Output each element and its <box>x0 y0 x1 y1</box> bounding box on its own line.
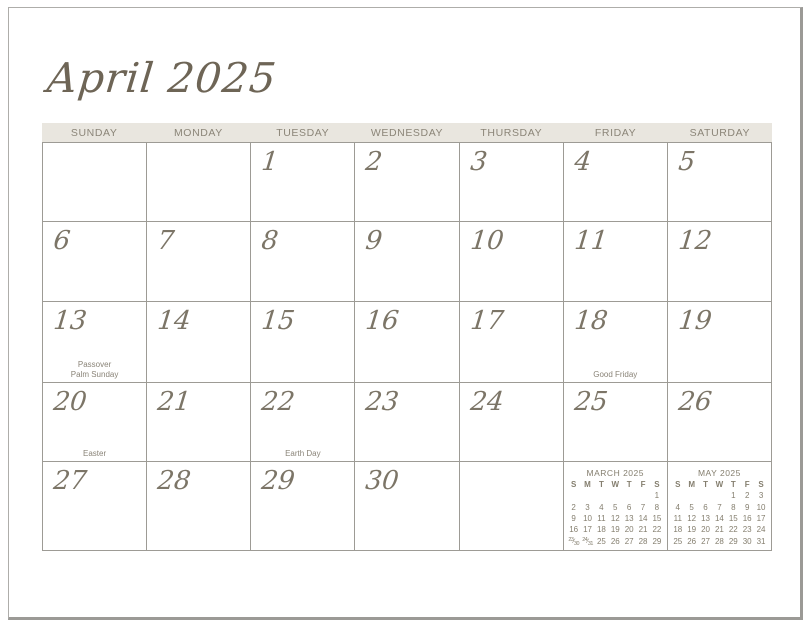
day-cell-2 <box>355 143 458 221</box>
date-number: 15 <box>260 306 297 336</box>
date-number: 27 <box>52 466 89 496</box>
mini-date-number: 20 <box>701 525 710 535</box>
mini-date-number: 11 <box>597 514 606 524</box>
date-number: 17 <box>468 306 505 336</box>
mini-date-number: 23 <box>742 525 752 535</box>
mini-date-number: 14 <box>638 514 648 524</box>
mini-date-number: 25 <box>596 536 606 546</box>
date-number: 18 <box>572 306 609 336</box>
day-cell-21 <box>147 383 250 461</box>
calendar-grid <box>42 142 772 551</box>
mini-date-number: 27 <box>624 536 634 546</box>
mini-date-number: 7 <box>640 502 646 512</box>
weekday-header-wednesday: WEDNESDAY <box>370 126 444 139</box>
weekday-header-tuesday: TUESDAY <box>276 126 330 139</box>
mini-weekday-letter: W <box>715 480 724 490</box>
date-number: 23 <box>364 387 401 417</box>
day-cell-28 <box>147 462 250 550</box>
weekday-header-sunday: SUNDAY <box>70 126 118 139</box>
mini-date-number <box>582 536 593 547</box>
mini-date-number: 8 <box>654 502 660 512</box>
day-cell-22 <box>251 383 354 461</box>
day-cell-15 <box>251 302 354 382</box>
mini-date-number: 12 <box>610 514 620 524</box>
holiday-label-line: Earth Day <box>285 449 321 458</box>
mini-weekday-letter: M <box>584 480 591 490</box>
day-cell-23 <box>355 383 458 461</box>
mini-date-number: 21 <box>638 525 648 535</box>
day-cell-27 <box>43 462 146 550</box>
mini-date-number: 9 <box>571 514 576 524</box>
mini-calendar-grid <box>671 479 768 547</box>
mini-calendar-march <box>565 462 666 550</box>
page-title: April 2025 <box>45 54 280 102</box>
mini-date-number: 10 <box>583 514 592 524</box>
mini-date-number: 6 <box>703 502 708 512</box>
date-number: 28 <box>156 466 193 496</box>
day-cell-9 <box>355 222 458 301</box>
date-number: 1 <box>260 147 280 177</box>
day-cell-12 <box>668 222 771 301</box>
mini-date-number: 13 <box>701 514 710 524</box>
mini-date-fraction: $^{23}⁄_{30}$ <box>568 536 579 547</box>
mini-weekday-letter: T <box>626 480 632 490</box>
mini-date-number: 30 <box>742 536 752 546</box>
date-number: 5 <box>676 147 697 177</box>
mini-date-number: 2 <box>571 502 576 512</box>
day-cell-empty <box>147 143 250 221</box>
mini-date-number: 15 <box>652 514 662 524</box>
mini-date-number: 28 <box>638 536 648 546</box>
day-cell-empty <box>668 462 771 550</box>
mini-date-number: 4 <box>675 502 680 512</box>
date-number: 2 <box>364 147 385 177</box>
mini-date-number: 1 <box>731 491 736 501</box>
day-cell-8 <box>251 222 354 301</box>
mini-date-number: 10 <box>756 502 766 512</box>
mini-date-fraction: $^{24}⁄_{31}$ <box>582 536 593 547</box>
mini-date-number: 3 <box>758 491 764 501</box>
mini-weekday-letter: T <box>703 480 708 490</box>
mini-date-number: 22 <box>652 525 662 535</box>
mini-calendar-title: MARCH 2025 <box>586 468 644 478</box>
day-cell-6 <box>43 222 146 301</box>
mini-calendar-grid <box>567 479 664 547</box>
day-cell-20 <box>43 383 146 461</box>
mini-date-number: 5 <box>613 502 618 512</box>
mini-date-number: 3 <box>585 502 590 512</box>
mini-weekday-letter: T <box>730 480 736 490</box>
mini-date-number: 29 <box>652 536 662 546</box>
mini-date-number: 17 <box>583 525 592 535</box>
date-number: 29 <box>260 466 297 496</box>
date-number: 26 <box>676 387 714 417</box>
date-number: 7 <box>156 226 176 256</box>
date-number: 25 <box>572 387 609 417</box>
mini-date-number: 28 <box>714 536 724 546</box>
day-cell-24 <box>460 383 563 461</box>
mini-date-number: 16 <box>742 514 752 524</box>
day-cell-13 <box>43 302 146 382</box>
day-cell-16 <box>355 302 458 382</box>
holiday-label <box>43 360 146 380</box>
mini-weekday-letter: S <box>654 480 660 490</box>
mini-weekday-letter: F <box>744 480 750 490</box>
mini-date-number: 14 <box>714 514 724 524</box>
date-number: 12 <box>676 226 714 256</box>
date-number: 10 <box>468 226 505 256</box>
day-cell-25 <box>564 383 667 461</box>
weekday-header-thursday: THURSDAY <box>480 126 543 139</box>
mini-date-number: 6 <box>626 502 632 512</box>
day-cell-17 <box>460 302 563 382</box>
mini-weekday-letter: M <box>688 480 695 490</box>
holiday-label <box>251 449 354 459</box>
mini-date-number: 4 <box>599 502 604 512</box>
date-number: 30 <box>364 466 401 496</box>
weekday-header-monday: MONDAY <box>173 126 223 139</box>
day-cell-7 <box>147 222 250 301</box>
date-number: 19 <box>676 306 714 336</box>
mini-date-number: 9 <box>744 502 750 512</box>
weekday-header-row <box>42 123 772 142</box>
day-cell-11 <box>564 222 667 301</box>
day-cell-4 <box>564 143 667 221</box>
mini-weekday-letter: T <box>598 480 604 490</box>
date-number: 14 <box>156 306 193 336</box>
mini-date-number: 19 <box>687 525 697 535</box>
date-number: 21 <box>156 387 193 417</box>
mini-date-number: 22 <box>728 525 738 535</box>
mini-date-number: 2 <box>744 491 750 501</box>
date-number: 3 <box>468 147 489 177</box>
mini-date-number: 19 <box>610 525 620 535</box>
mini-date-number: 12 <box>687 514 697 524</box>
mini-weekday-letter: S <box>758 480 764 490</box>
mini-date-number: 15 <box>728 514 738 524</box>
mini-date-number: 20 <box>624 525 634 535</box>
mini-weekday-letter: S <box>675 480 681 490</box>
date-number: 20 <box>52 387 89 417</box>
holiday-label-line: Passover <box>77 360 112 369</box>
date-number: 16 <box>364 306 401 336</box>
date-number: 4 <box>572 147 593 177</box>
holiday-label-line: Good Friday <box>593 370 638 379</box>
calendar <box>42 123 772 551</box>
holiday-label <box>43 449 146 459</box>
mini-calendar-title: MAY 2025 <box>697 468 741 478</box>
date-number: 13 <box>52 306 89 336</box>
day-cell-10 <box>460 222 563 301</box>
calendar-page <box>8 7 803 620</box>
day-cell-empty <box>564 462 667 550</box>
mini-date-number: 26 <box>687 536 697 546</box>
mini-date-number: 21 <box>714 525 724 535</box>
mini-date-number: 7 <box>717 502 722 512</box>
day-cell-5 <box>668 143 771 221</box>
date-number: 6 <box>52 226 72 256</box>
mini-weekday-letter: W <box>611 480 620 490</box>
mini-date-number <box>568 536 579 547</box>
day-cell-14 <box>147 302 250 382</box>
weekday-header-friday: FRIDAY <box>594 126 637 139</box>
mini-calendar-may <box>669 462 770 550</box>
mini-date-number: 25 <box>673 536 683 546</box>
mini-date-number: 26 <box>610 536 620 546</box>
mini-date-number: 16 <box>569 525 579 535</box>
mini-date-number: 18 <box>596 525 606 535</box>
day-cell-18 <box>564 302 667 382</box>
mini-date-number: 13 <box>624 514 634 524</box>
holiday-label <box>564 370 667 380</box>
date-number: 24 <box>468 387 505 417</box>
day-cell-29 <box>251 462 354 550</box>
date-number: 22 <box>260 387 297 417</box>
mini-date-number: 27 <box>701 536 710 546</box>
day-cell-19 <box>668 302 771 382</box>
mini-date-number: 5 <box>689 502 694 512</box>
day-cell-1 <box>251 143 354 221</box>
day-cell-empty <box>460 462 563 550</box>
mini-date-number: 18 <box>673 525 683 535</box>
weekday-header-saturday: SATURDAY <box>689 126 751 139</box>
mini-date-number: 31 <box>756 536 766 546</box>
mini-weekday-letter: S <box>570 480 577 490</box>
mini-date-number: 29 <box>728 536 738 546</box>
holiday-label-line: Palm Sunday <box>70 370 119 379</box>
day-cell-30 <box>355 462 458 550</box>
date-number: 11 <box>572 226 609 256</box>
date-number: 9 <box>364 226 385 256</box>
mini-date-number: 8 <box>731 502 736 512</box>
day-cell-3 <box>460 143 563 221</box>
mini-weekday-letter: F <box>640 480 646 490</box>
mini-date-number: 1 <box>654 491 660 501</box>
day-cell-empty <box>43 143 146 221</box>
mini-date-number: 24 <box>756 525 766 535</box>
mini-date-number: 11 <box>673 514 682 524</box>
holiday-label-line: Easter <box>83 449 107 458</box>
date-number: 8 <box>260 226 280 256</box>
day-cell-26 <box>668 383 771 461</box>
mini-date-number: 17 <box>756 514 766 524</box>
